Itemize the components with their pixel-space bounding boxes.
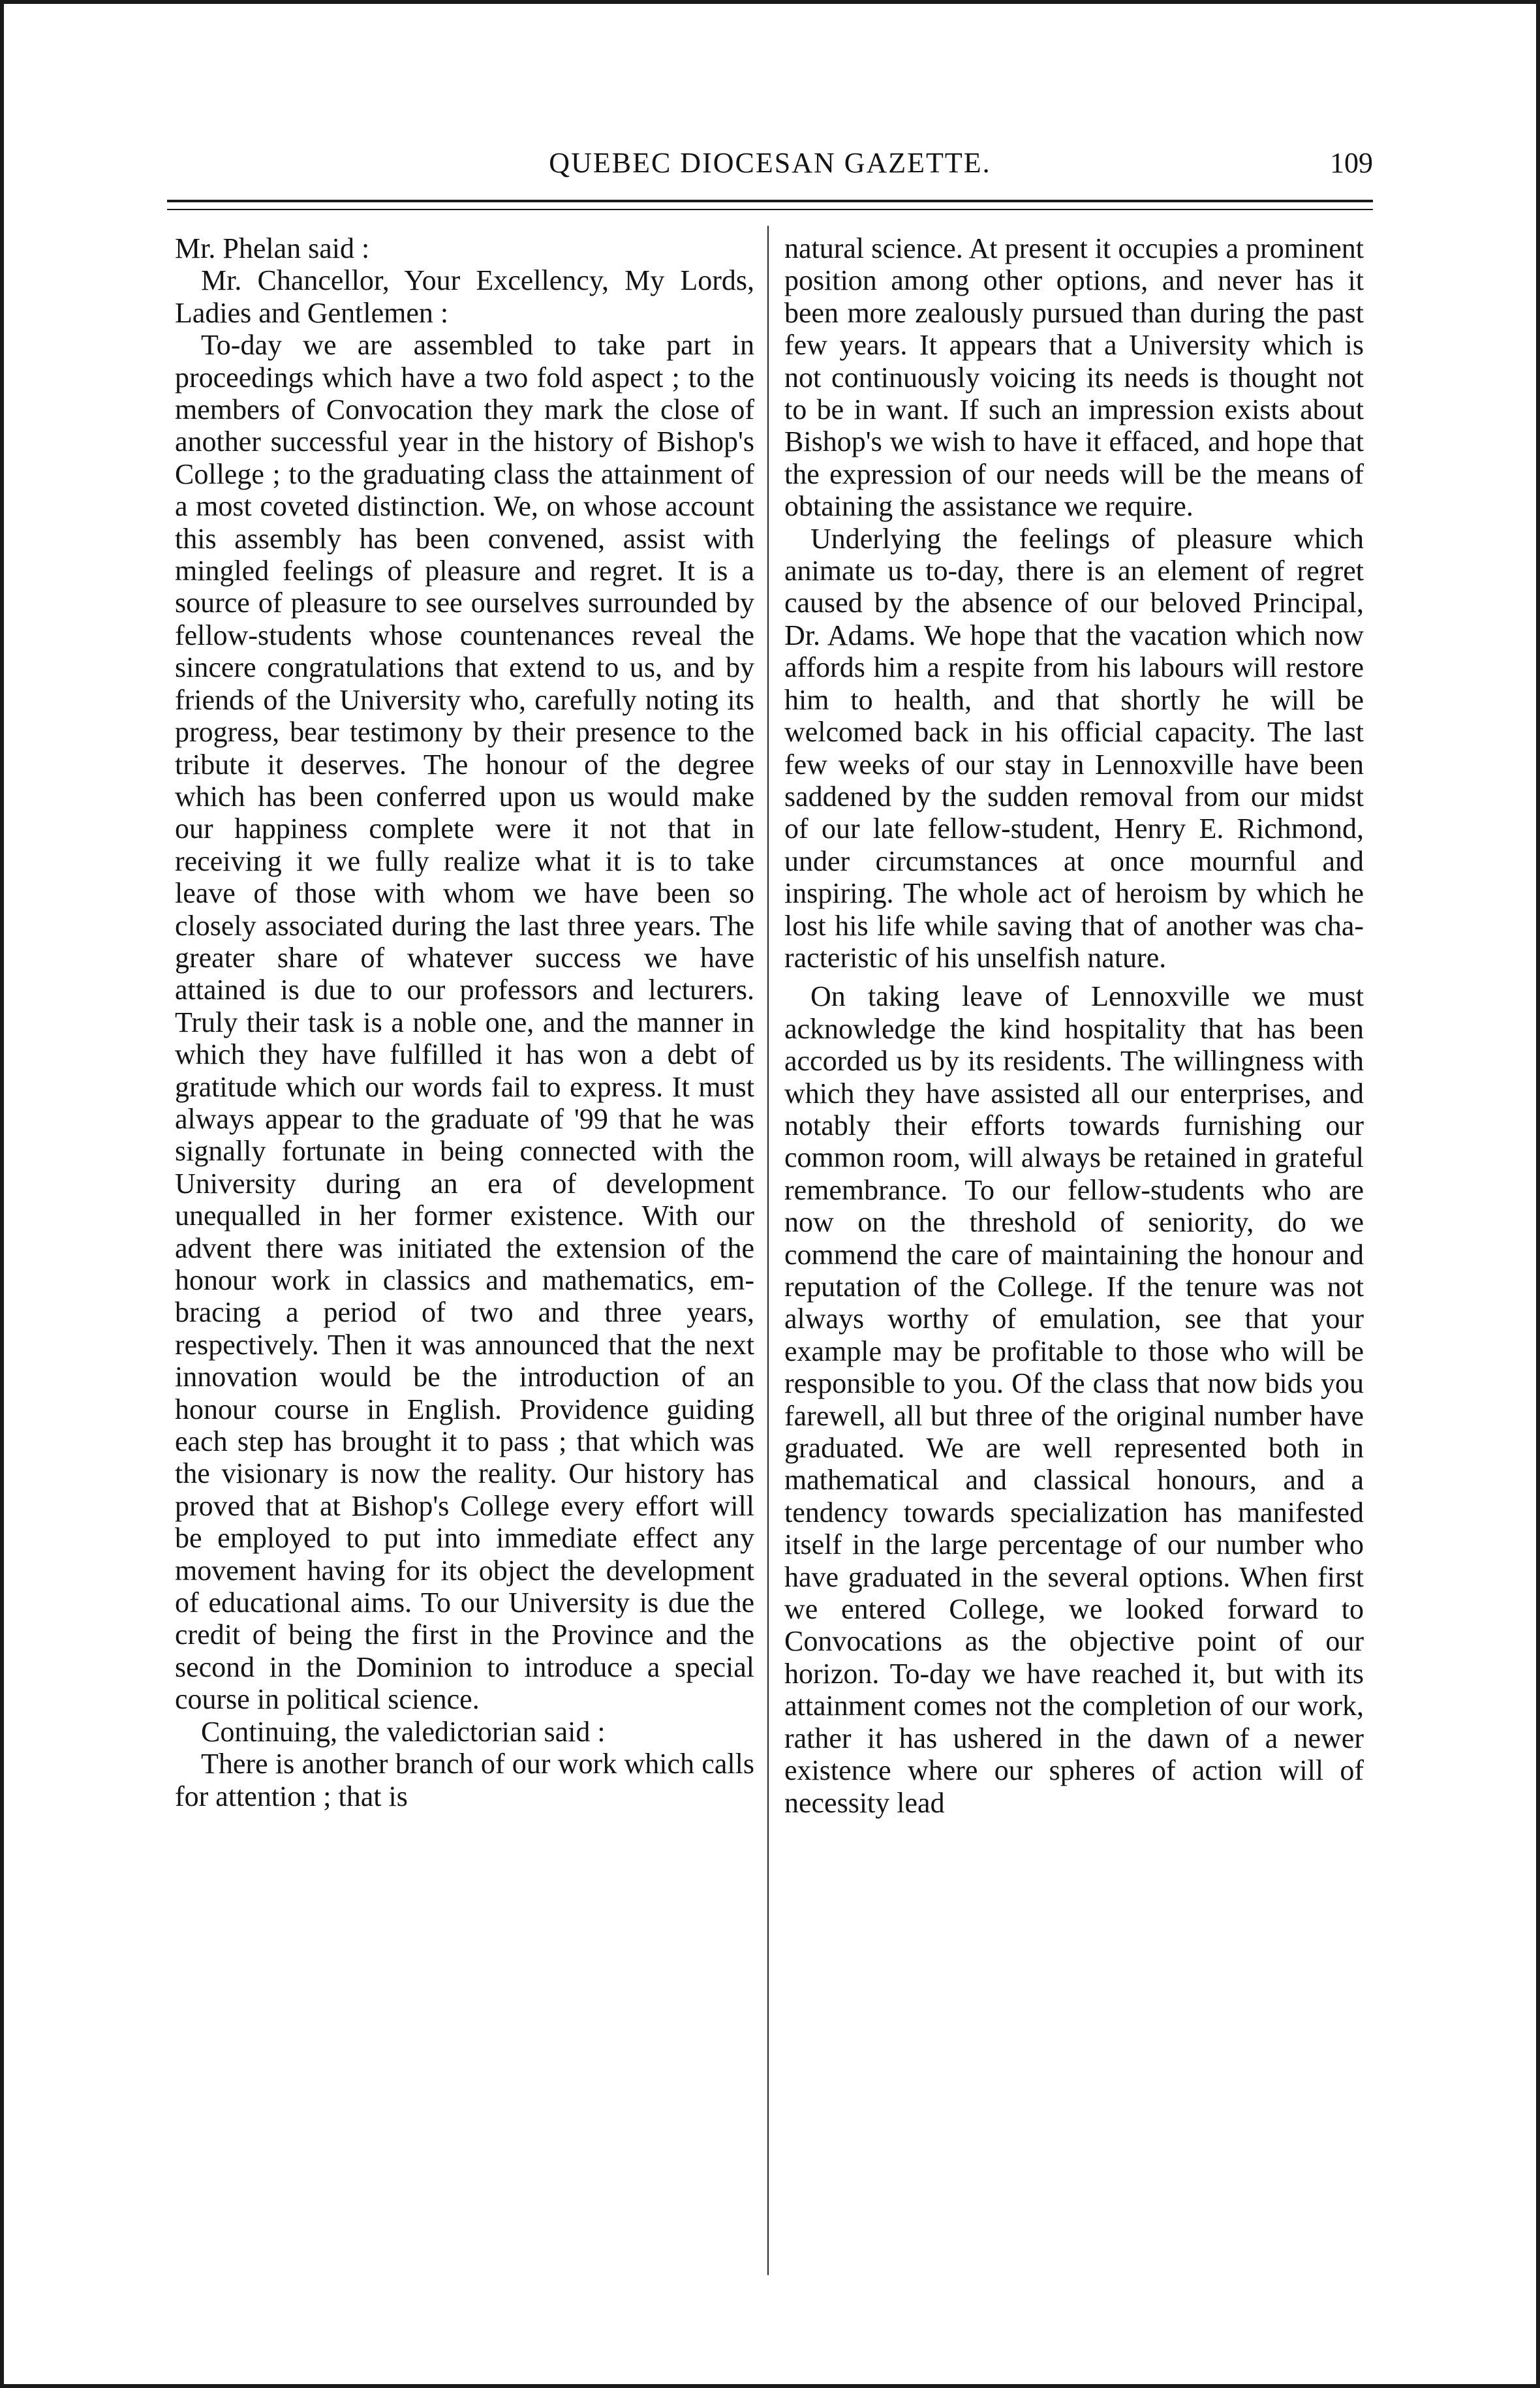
header-rule-thin — [167, 209, 1373, 210]
left-column — [175, 232, 754, 2275]
speech-paragraph-1: To-day we are assembled to take part in proceedings which have a two fold aspect ; to the members of Convocation they mark the close of another successful year in the history of Bishop's College ; to the graduating class the attainment of a most coveted distinction. We, on whose account this assembly has been convened, assist with mingled feelings of pleasure and regret. It is a source of pleasure to see ourselves surrounded by fellow-students whose countenances reveal the sincere congratulations that extend to us, and by friends of the University who, carefully noting its progress, bear testimony by their presence to the tribute it deserves. The honour of the degree which has been conferred upon us would make our happiness complete were it not that in receiving it we fully realize what it is to take leave of those with whom we have been so closely associated during the last three years. The greater share of whatever success we have attained is due to our professors and lecturers. Truly their task is a noble one, and the manner in which they have fulfilled it has won a debt of gratitude which our words fail to express. It must always appear to the graduate of '99 that he was signally fortunate in being connected with the University during an era of development unequalled in her former existence. With our advent there was initiated the extension of the honour work in classics and mathematics, embracing a period of two and three years, respectively. Then it was announced that the next innovation would be the introduction of an honour course in English. Providence guiding each step has brought it to pass ; that which was the visionary is now the reality. Our history has proved that at Bishop's College every effort will be employed to put into immediate effect any movement having for its object the development of educational aims. To our University is due the credit of being the first in the Province and the second in the Dominion to introduce a special course in political science. — [175, 329, 754, 1716]
speech-paragraph-2-start: There is another branch of our work which calls for attention ; that is — [175, 1748, 754, 1812]
right-column — [784, 232, 1364, 2275]
speech-paragraph-2-end: natural science. At present it occupies a prominent position among other options, and never has it been more zealously pursued than during the past few years. It appears that a University which is not continuously voicing its needs is thought not to be in want. If such an impression exists about Bishop's we wish to have it effaced, and hope that the expression of our needs will be the means of obtaining the assistance we require. — [784, 232, 1364, 523]
continuation-line: Continuing, the valedictorian said : — [201, 1715, 606, 1748]
page-number: 109 — [1330, 147, 1373, 179]
running-head — [167, 142, 1373, 188]
speech-paragraph-3: Underlying the feelings of pleasure which animate us to-day, there is an element of regret caused by the absence of our beloved Principal, Dr. Adams. We hope that the vacation which now affords him a respite from his labours will restore him to health, and that shortly he will be welcomed back in his official capacity. The last few weeks of our stay in Lennoxville have been saddened by the sudden removal from our midst of our late fellow-student, Henry E. Richmond, under circumstances at once mournful and inspiring. The whole act of heroism by which he lost his life while saving that of another was characteristic of his unselfish nature. — [784, 522, 1364, 974]
speaker-line: Mr. Phelan said : — [175, 232, 370, 264]
speech-paragraph-4: On taking leave of Lennoxville we must acknowledge the kind hospitality that has been accorded us by its residents. The willingness with which they have assisted all our enterprises, and notably their efforts towards furnishing our common room, will always be retained in grateful remembrance. To our fellow-students who are now on the threshold of seniority, do we commend the care of maintaining the honour and reputation of the College. If the tenure was not always worthy of emulation, see that your example may be profitable to those who will be responsible to you. Of the class that now bids you farewell, all but three of the original number have graduated. We are well represented both in mathematical and classical honours, and a tendency towards specialization has manifested itself in the large percentage of our number who have graduated in the several options. When first we entered College, we looked forward to Convocations as the objective point of our horizon. To-day we have reached it, but with its attainment comes not the completion of our work, rather it has ushered in the dawn of a newer existence where our spheres of action will of necessity lead — [784, 980, 1364, 1819]
publication-title: QUEBEC DIOCESAN GAZETTE. — [549, 147, 991, 179]
header-rule-thick — [167, 200, 1373, 202]
column-divider — [767, 226, 769, 2275]
salutation: Mr. Chancellor, Your Excellency, My Lords, Ladies and Gentlemen : — [175, 264, 754, 329]
